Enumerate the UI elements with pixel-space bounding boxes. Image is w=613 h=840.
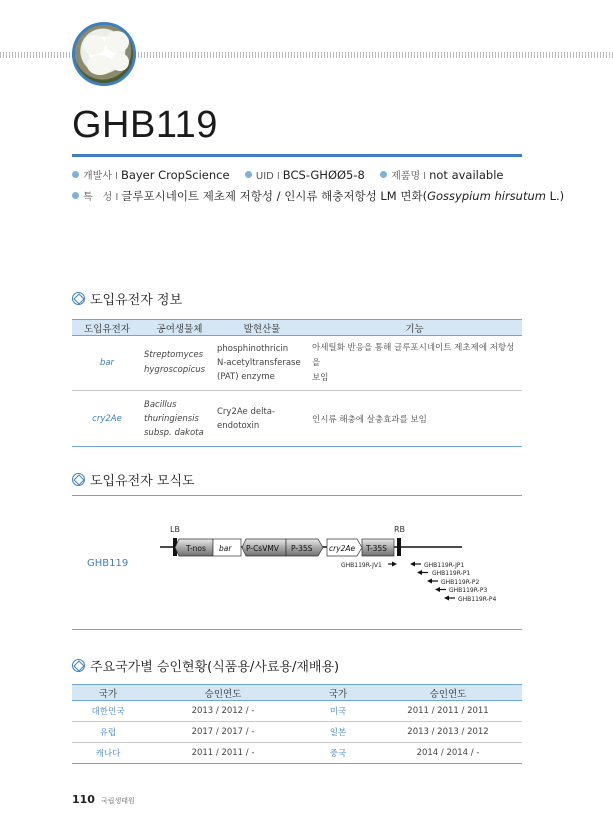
table-row xyxy=(72,743,522,764)
page-footer xyxy=(72,793,135,806)
uid-value: BCS-GHØØ5-8 xyxy=(282,168,365,182)
primer-arrow xyxy=(410,562,415,567)
primer-arrow xyxy=(427,579,432,584)
country-cell: 일본 xyxy=(302,722,374,743)
primer-label: GHB119R-P4 xyxy=(458,596,497,603)
function-line: 인시류 해충에 살충효과를 보임 xyxy=(312,414,427,425)
developer-label: 개발사 xyxy=(83,171,112,182)
col-header-donor: 공여생물체 xyxy=(142,320,217,336)
col-header-country: 국가 xyxy=(72,685,144,701)
gene-info-section xyxy=(72,289,522,447)
col-header-year: 승인연도 xyxy=(374,685,522,701)
element-label: cry2Ae xyxy=(329,544,356,553)
element-label: T-35S xyxy=(366,544,387,553)
function-line: 보임 xyxy=(312,372,329,383)
country-cell: 유럽 xyxy=(72,722,144,743)
product-name-label: 제품명 xyxy=(391,171,421,182)
bullet-dot xyxy=(380,171,387,178)
primer-label: GHB119R-P3 xyxy=(449,587,488,594)
country-cell: 미국 xyxy=(302,701,374,722)
bullet-dot xyxy=(245,171,252,178)
approval-table xyxy=(72,684,522,764)
primer-arrow xyxy=(392,562,397,567)
function-line: 아세틸화 반응을 통해 글루포시네이트 제초제에 저항성을 xyxy=(312,342,515,368)
primer-arrow xyxy=(435,587,440,592)
country-cell: 중국 xyxy=(302,743,374,764)
element-label: P-CsVMV xyxy=(246,544,279,553)
country-cell: 캐나다 xyxy=(72,743,144,764)
table-row xyxy=(72,391,522,447)
section-icon xyxy=(72,292,85,305)
col-header-country: 국가 xyxy=(302,685,374,701)
event-label: GHB119 xyxy=(87,558,129,569)
product-line: endotoxin xyxy=(217,420,260,431)
section-icon xyxy=(72,659,85,672)
primer-label: GHB119R-P2 xyxy=(441,579,480,586)
developer-value: Bayer CropScience xyxy=(120,168,230,182)
element-label: bar xyxy=(219,544,232,553)
gene-table xyxy=(72,319,522,447)
primer-label: GHB119R-P1 xyxy=(432,570,471,577)
title-underline xyxy=(72,154,522,157)
year-cell: 2011 / 2011 / 2011 xyxy=(374,701,522,722)
page-title: GHB119 xyxy=(72,104,218,146)
section-title: 도입유전자 정보 xyxy=(90,293,183,308)
species-name: Gossypium hirsutum xyxy=(427,189,546,203)
year-cell: 2013 / 2013 / 2012 xyxy=(374,722,522,743)
rb-label: RB xyxy=(394,525,406,534)
year-cell: 2017 / 2017 / - xyxy=(144,722,302,743)
donor-line: hygroscopicus xyxy=(144,365,206,375)
donor-line: thuringiensis xyxy=(144,413,199,424)
section-title: 주요국가별 승인현황(식품용/사료용/재배용) xyxy=(90,660,340,675)
donor-line: Bacillus xyxy=(144,399,177,410)
primer-label: GHB119R-JV1 xyxy=(341,562,382,569)
year-cell: 2013 / 2012 / - xyxy=(144,701,302,722)
product-line: (PAT) enzyme xyxy=(217,372,275,382)
features-label: 특 성 xyxy=(83,192,113,203)
uid-label: UID xyxy=(255,171,274,182)
gene-map-diagram xyxy=(72,494,522,630)
page-number: 110 xyxy=(72,793,95,806)
section-icon xyxy=(72,473,85,486)
country-cell: 대한민국 xyxy=(72,701,144,722)
col-header-product: 발현산물 xyxy=(217,320,307,336)
col-header-year: 승인연도 xyxy=(144,685,302,701)
col-header-function: 기능 xyxy=(307,320,522,336)
gene-name: cry2Ae xyxy=(72,391,142,447)
approval-section xyxy=(72,656,522,764)
product-line: phosphinothricin xyxy=(217,344,289,354)
section-title: 도입유전자 모식도 xyxy=(90,474,195,489)
product-name-value: not available xyxy=(429,168,504,182)
table-row xyxy=(72,336,522,391)
features-suffix: L.) xyxy=(545,189,565,203)
meta-line-1: 개발사 I Bayer CropScience UID I BCS-GHØØ5-8 제품명 I not available xyxy=(72,167,504,182)
organization-name: 국립생태원 xyxy=(100,797,135,805)
product-line: Cry2Ae delta- xyxy=(217,406,276,417)
primer-arrow xyxy=(444,596,449,601)
table-row xyxy=(72,722,522,743)
donor-line: Streptomyces xyxy=(144,350,204,360)
year-cell: 2014 / 2014 / - xyxy=(374,743,522,764)
element-label: T-nos xyxy=(186,544,206,553)
gene-map xyxy=(72,494,522,630)
cotton-boll-photo xyxy=(72,22,136,86)
product-line: N-acetyltransferase xyxy=(217,358,301,368)
bullet-dot xyxy=(72,171,79,178)
element-label: P-35S xyxy=(291,544,313,553)
year-cell: 2011 / 2011 / - xyxy=(144,743,302,764)
gene-map-section xyxy=(72,470,522,496)
primer-label: GHB119R-JP1 xyxy=(424,562,465,569)
gene-name: bar xyxy=(72,336,142,391)
col-header-gene: 도입유전자 xyxy=(72,320,142,336)
lb-label: LB xyxy=(170,525,180,534)
rb-border xyxy=(397,538,401,556)
bullet-dot xyxy=(72,192,79,199)
table-row xyxy=(72,701,522,722)
primer-arrow xyxy=(417,570,422,575)
features-value: 글루포시네이트 제초제 저항성 / 인시류 해충저항성 LM 면화( xyxy=(121,189,428,203)
meta-line-2: 특 성 I 글루포시네이트 제초제 저항성 / 인시류 해충저항성 LM 면화(Gossypium hirsutum L.) xyxy=(72,188,564,204)
donor-line: subsp. dakota xyxy=(144,427,204,438)
